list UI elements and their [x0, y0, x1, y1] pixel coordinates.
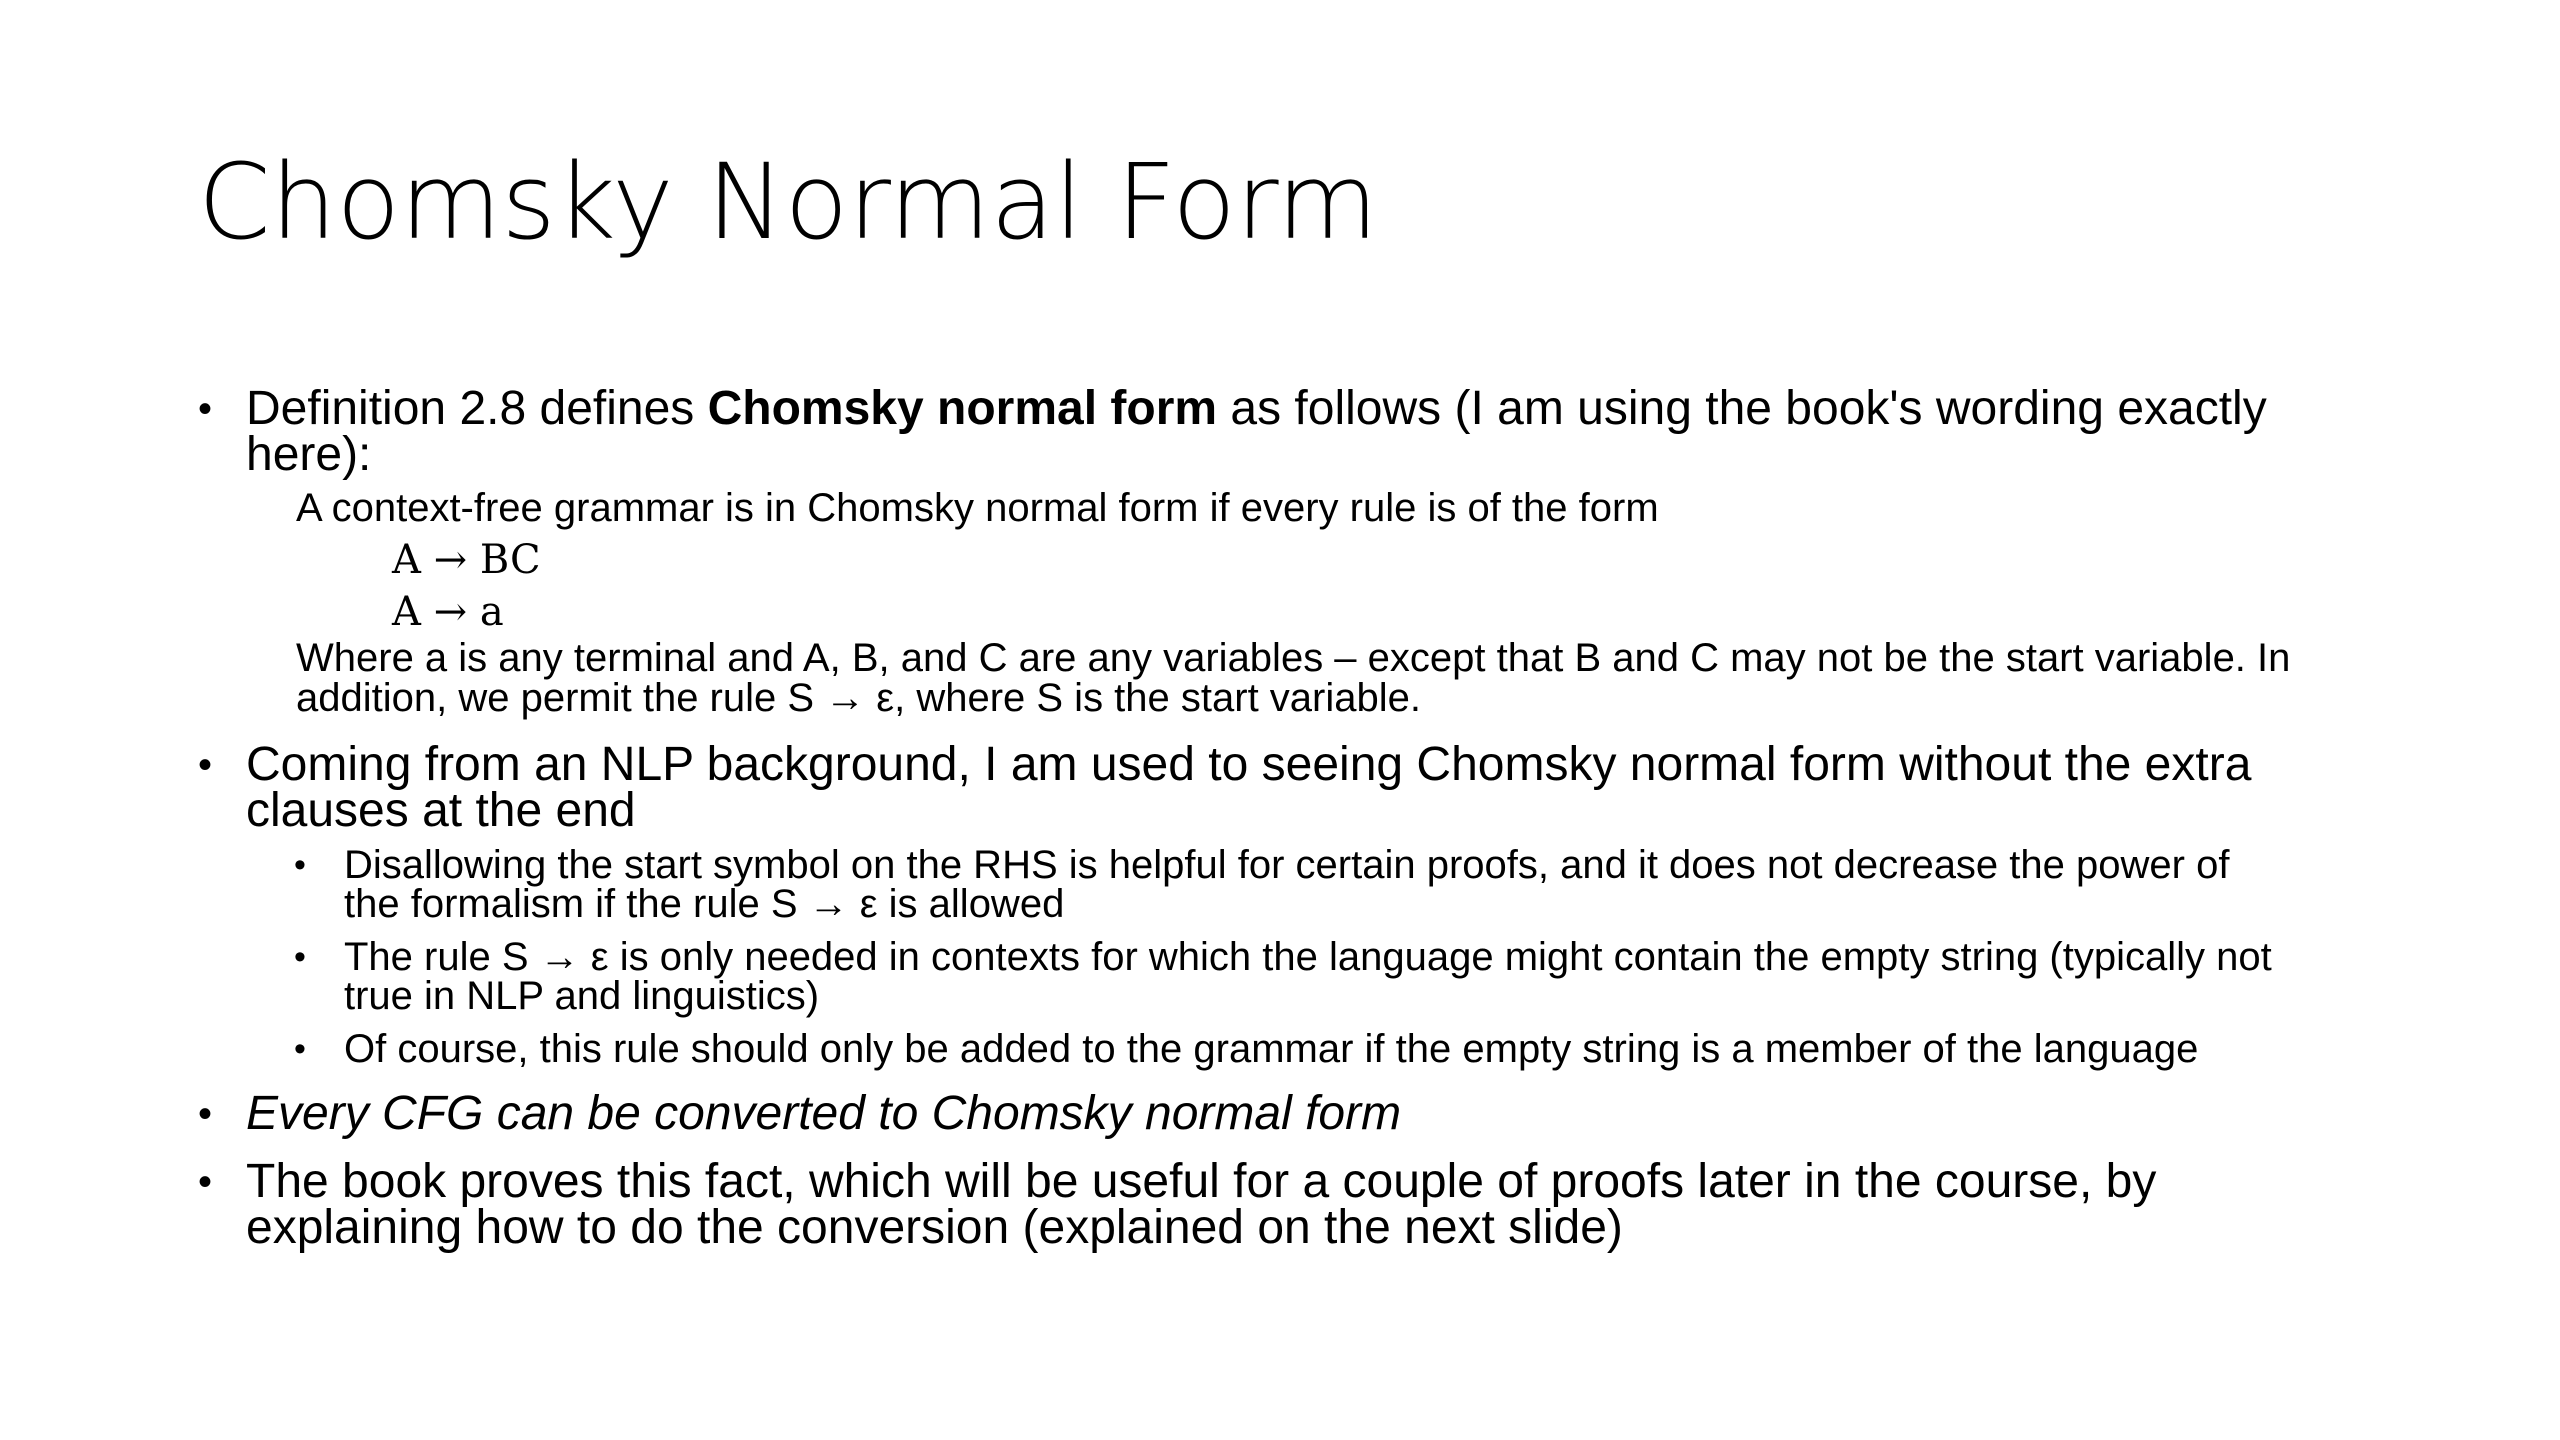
- bullet-text-line2: clauses at the end: [246, 784, 636, 837]
- slide-body: [198, 382, 2398, 1254]
- bullet-text-line2: here):: [246, 428, 372, 481]
- rule-a-a: A → a: [392, 589, 504, 635]
- bullet-text-line2: explaining how to do the conversion (explained on the next slide): [246, 1201, 1623, 1254]
- bullet-dot: •: [198, 387, 213, 431]
- sub-bullet-text: Of course, this rule should only be added to the grammar if the empty string is a member of the language: [344, 1027, 2199, 1071]
- sub-bullet-empty-rule: [198, 935, 2398, 1018]
- sub-bullet-text-line2: true in NLP and linguistics): [344, 974, 820, 1018]
- rule-a-bc: A → BC: [392, 537, 541, 583]
- bullet-book-proves: [198, 1155, 2398, 1254]
- sub-bullet-dot: •: [294, 1030, 306, 1068]
- definition-suffix: as follows (I am using the book's wording exactly: [1217, 382, 2267, 435]
- definition-prefix: Definition 2.8 defines: [246, 382, 708, 435]
- definition-bold-term: Chomsky normal form: [707, 382, 1218, 435]
- definition-where-line2: addition, we permit the rule S → ε, where S is the start variable.: [296, 676, 1421, 720]
- bullet-every-cfg: [198, 1087, 2398, 1140]
- sub-bullet-text-line2: the formalism if the rule S → ε is allowed: [344, 882, 1065, 926]
- bullet-text: The book proves this fact, which will be useful for a couple of proofs later in the course, by: [246, 1155, 2157, 1208]
- bullet-nlp-background: [198, 738, 2398, 837]
- definition-where-line1: Where a is any terminal and A, B, and C are any variables – except that B and C may not be the start variable. In: [296, 636, 2291, 680]
- bullet-dot: •: [198, 1160, 213, 1204]
- sub-bullet-dot: •: [294, 846, 306, 884]
- bullet-dot: •: [198, 1092, 213, 1136]
- sub-bullet-empty-string: [198, 1027, 2398, 1071]
- sub-bullet-text: The rule S → ε is only needed in contexts for which the language might contain the empty string (typically not: [344, 935, 2272, 979]
- definition-intro: A context-free grammar is in Chomsky normal form if every rule is of the form: [296, 486, 1659, 530]
- bullet-text: [246, 382, 2398, 435]
- sub-bullet-start-symbol: [198, 843, 2398, 926]
- slide-title: Chomsky Normal Form: [198, 141, 1379, 263]
- bullet-text: Coming from an NLP background, I am used to seeing Chomsky normal form without the extra: [246, 738, 2252, 791]
- sub-bullet-dot: •: [294, 938, 306, 976]
- bullet-definition: [198, 382, 2398, 481]
- sub-bullet-text: Disallowing the start symbol on the RHS is helpful for certain proofs, and it does not decrease the power of: [344, 843, 2230, 887]
- bullet-dot: •: [198, 743, 213, 787]
- bullet-text: Every CFG can be converted to Chomsky normal form: [246, 1087, 1402, 1140]
